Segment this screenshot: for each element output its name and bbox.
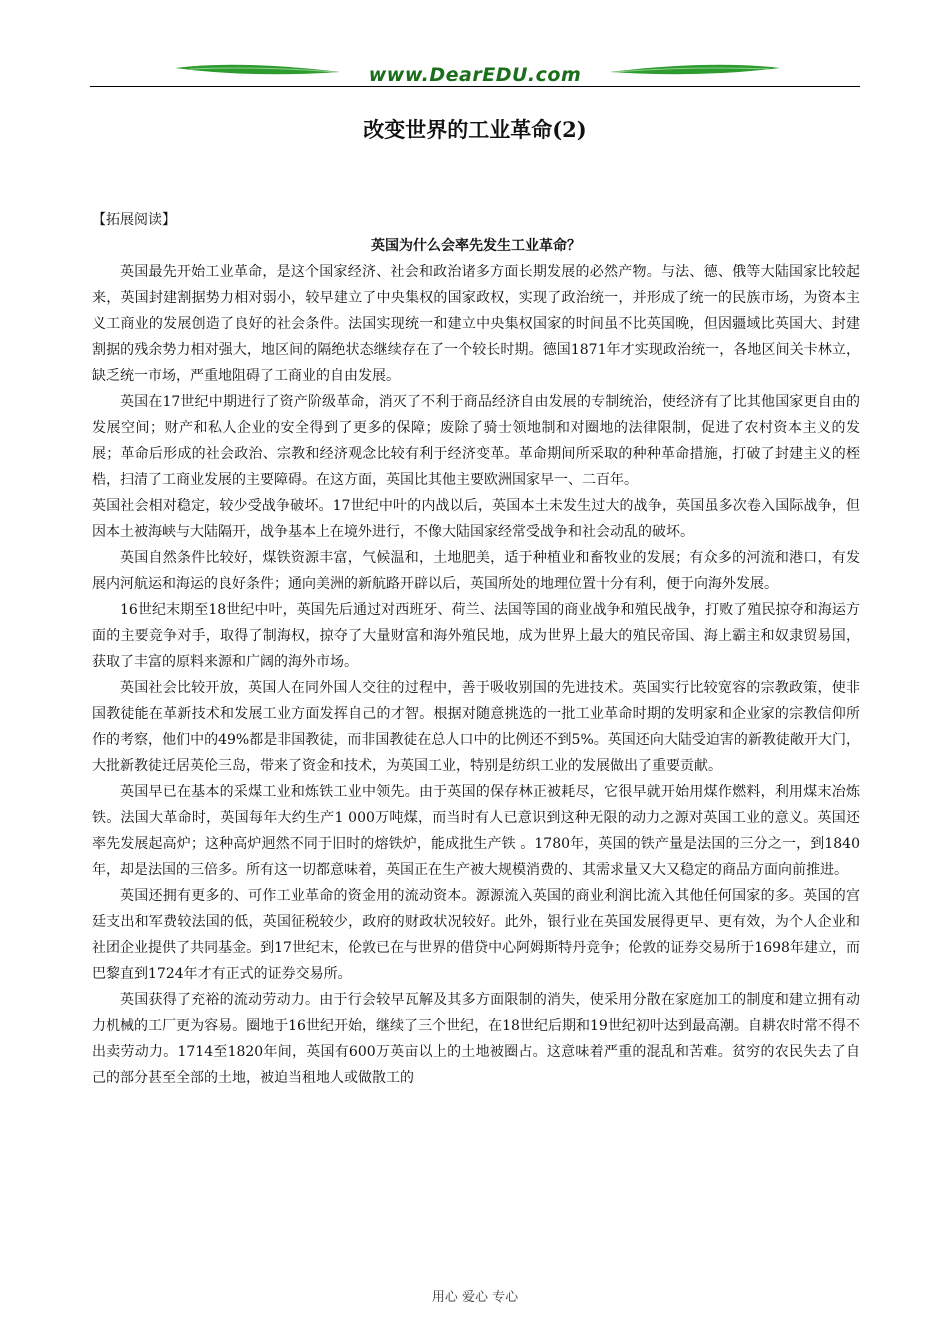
page-title: 改变世界的工业革命(2) (363, 117, 587, 142)
paragraph: 英国自然条件比较好，煤铁资源丰富，气候温和，土地肥美，适于种植业和畜牧业的发展；有众多的河流和港口，有发展内河航运和海运的良好条件；通向美洲的新航路开辟以后，英国所处的地理位置十分有利，便于向海外发展。 (92, 550, 860, 592)
paragraph: 英国还拥有更多的、可作工业革命的资金用的流动资本。源源流入英国的商业利润比流入其他任何国家的多。英国的宫廷支出和军费较法国的低，英国征税较少，政府的财政状况较好。此外，银行业在英国发展得更早、更有效，为个人企业和社团企业提供了共同基金。到17世纪末，伦敦已在与世界的借贷中心阿姆斯特丹竞争；伦敦的证券交易所于1698年建立，而巴黎直到1724年才有正式的证券交易所。 (92, 888, 860, 982)
paragraph: 英国早已在基本的采煤工业和炼铁工业中领先。由于英国的保存林正被耗尽，它很早就开始用煤作燃料，利用煤末冶炼铁。法国大革命时，英国每年大约生产1 000万吨煤，而当时有人已意识到这种无限的动力之源对英国工业的意义。英国还率先发展起高炉；这种高炉迥然不同于旧时的熔铁炉，能成批生产铁 。1780年，英国的铁产量是法国的三分之一，到1840年，却是法国的三倍多。所有这一切都意味着，英国正在生产被大规模消费的、其需求量又大又稳定的商品方面向前推进。 (92, 784, 860, 878)
paragraph: 16世纪末期至18世纪中叶，英国先后通过对西班牙、荷兰、法国等国的商业战争和殖民战争，打败了殖民掠夺和海运方面的主要竞争对手，取得了制海权，掠夺了大量财富和海外殖民地，成为世界上最大的殖民帝国、海上霸主和奴隶贸易国，获取了丰富的原料来源和广阔的海外市场。 (92, 602, 860, 670)
site-header (90, 58, 860, 90)
article-body (92, 207, 860, 1091)
paragraph: 英国社会比较开放，英国人在同外国人交往的过程中，善于吸收别国的先进技术。英国实行比较宽容的宗教政策，使非国教徒能在革新技术和发展工业方面发挥自己的才智。根据对随意挑选的一批工业革命时期的发明家和企业家的宗教信仰所作的考察，他们中的49%都是非国教徒，而非国教徒在总人口中的比例还不到5%。英国还向大陆受迫害的新教徒敞开大门，大批新教徒迁居英伦三岛，带来了资金和技术，为英国工业，特别是纺织工业的发展做出了重要贡献。 (92, 680, 860, 774)
article-subtitle: 英国为什么会率先发生工业革命？ (371, 238, 581, 254)
site-logo-text[interactable]: www.DearEDU.com (368, 64, 582, 86)
paragraph: 英国获得了充裕的流动劳动力。由于行会较早瓦解及其多方面限制的消失，使采用分散在家庭加工的制度和建立拥有动力机械的工厂更为容易。圈地于16世纪开始，继续了三个世纪，在18世纪后期和19世纪初叶达到最高潮。自耕农时常不得不出卖劳动力。1714至1820年间，英国有600万英亩以上的土地被圈占。这意味着严重的混乱和苦难。贫穷的农民失去了自己的部分甚至全部的土地，被迫当租地人或做散工的 (92, 992, 860, 1086)
header-divider (90, 86, 860, 87)
section-tag: 【拓展阅读】 (92, 212, 176, 228)
paragraph: 英国最先开始工业革命，是这个国家经济、社会和政治诸多方面长期发展的必然产物。与法、德、俄等大陆国家比较起来，英国封建割据势力相对弱小，较早建立了中央集权的国家政权，实现了政治统一，并形成了统一的民族市场，为资本主义工商业的发展创造了良好的社会条件。法国实现统一和建立中央集权国家的时间虽不比英国晚，但因疆域比英国大、封建割据的残余势力相对强大，地区间的隔绝状态继续存在了一个较长时期。德国1871年才实现政治统一，各地区间关卡林立，缺乏统一市场，严重地阻碍了工商业的自由发展。 (92, 264, 860, 384)
page-footer: 用心 爱心 专心 (431, 1290, 519, 1305)
paragraph: 英国社会相对稳定，较少受战争破坏。17世纪中叶的内战以后，英国本土未发生过大的战争，英国虽多次卷入国际战争，但因本土被海峡与大陆隔开，战争基本上在境外进行，不像大陆国家经常受战争和社会动乱的破坏。 (92, 498, 860, 540)
paragraph: 英国在17世纪中期进行了资产阶级革命，消灭了不利于商品经济自由发展的专制统治，使经济有了比其他国家更自由的发展空间；财产和私人企业的安全得到了更多的保障；废除了骑士领地制和对圈地的法律限制，促进了农村资本主义的发展；革命后形成的社会政治、宗教和经济观念比较有利于经济变革。革命期间所采取的种种革命措施，打破了封建主义的桎梏，扫清了工商业发展的主要障碍。在这方面，英国比其他主要欧洲国家早一、二百年。 (92, 394, 860, 488)
